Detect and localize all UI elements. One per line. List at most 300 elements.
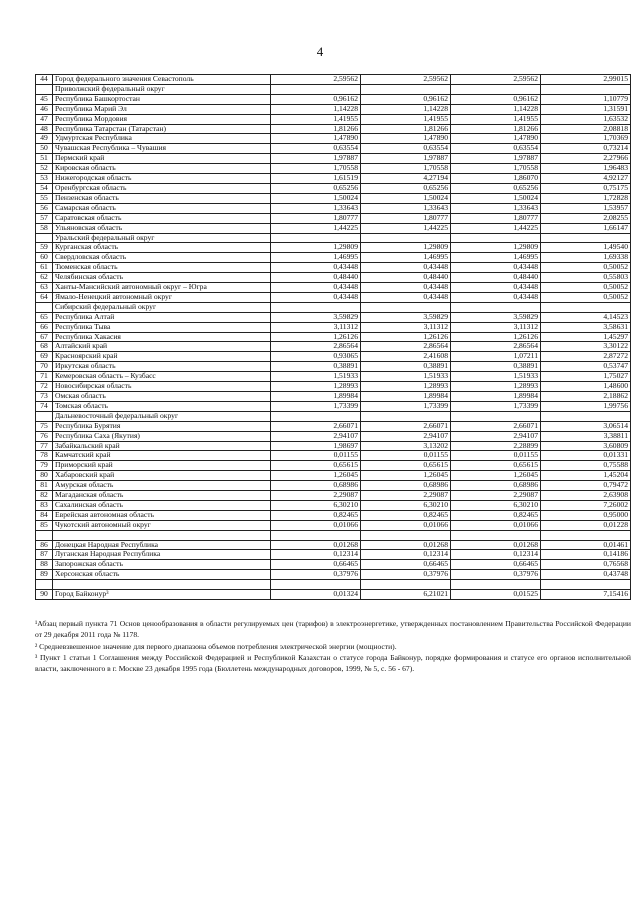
- row-number-cell: 44: [36, 75, 53, 85]
- region-name-cell: Чукотский автономный округ: [53, 520, 271, 530]
- value-cell: [451, 411, 541, 421]
- region-name-cell: Ульяновская область: [53, 223, 271, 233]
- row-number-cell: 71: [36, 372, 53, 382]
- region-name-cell: Республика Тыва: [53, 322, 271, 332]
- value-cell: 2,08255: [541, 213, 631, 223]
- page-number: 4: [316, 44, 324, 59]
- value-cell: [541, 411, 631, 421]
- value-cell: 3,13202: [361, 441, 451, 451]
- value-cell: 2,66071: [361, 421, 451, 431]
- value-cell: 1,44225: [361, 223, 451, 233]
- value-cell: [361, 233, 451, 243]
- region-name-cell: Кемеровская область – Кузбасс: [53, 372, 271, 382]
- value-cell: 1,61519: [271, 174, 361, 184]
- region-name-cell: Сахалинская область: [53, 500, 271, 510]
- value-cell: 1,50024: [361, 193, 451, 203]
- value-cell: 0,66465: [361, 560, 451, 570]
- value-cell: 2,27966: [541, 154, 631, 164]
- value-cell: 0,43448: [271, 263, 361, 273]
- region-name-cell: Республика Саха (Якутия): [53, 431, 271, 441]
- value-cell: 1,48600: [541, 382, 631, 392]
- region-name-cell: Донецкая Народная Республика: [53, 540, 271, 550]
- table-row: [36, 154, 631, 164]
- value-cell: 1,28993: [271, 382, 361, 392]
- region-name-cell: Камчатский край: [53, 451, 271, 461]
- value-cell: 1,07211: [451, 352, 541, 362]
- table-row: [36, 104, 631, 114]
- value-cell: 6,21021: [361, 590, 451, 600]
- row-number-cell: 70: [36, 362, 53, 372]
- value-cell: 0,12314: [361, 550, 451, 560]
- value-cell: 2,08818: [541, 124, 631, 134]
- value-cell: 1,51933: [451, 372, 541, 382]
- row-number-cell: 66: [36, 322, 53, 332]
- value-cell: 0,01155: [271, 451, 361, 461]
- row-number-cell: 88: [36, 560, 53, 570]
- row-number-cell: 60: [36, 253, 53, 263]
- row-number-cell: 45: [36, 94, 53, 104]
- value-cell: 0,01228: [541, 520, 631, 530]
- value-cell: 1,41955: [271, 114, 361, 124]
- value-cell: 1,29809: [361, 243, 451, 253]
- value-cell: 3,60809: [541, 441, 631, 451]
- region-name-cell: Запорожская область: [53, 560, 271, 570]
- value-cell: 1,51933: [361, 372, 451, 382]
- row-number-cell: 86: [36, 540, 53, 550]
- region-name-cell: Город Байконур³: [53, 590, 271, 600]
- value-cell: 1,33643: [451, 203, 541, 213]
- value-cell: 0,01066: [271, 520, 361, 530]
- value-cell: 1,73399: [271, 401, 361, 411]
- value-cell: 2,87272: [541, 352, 631, 362]
- value-cell: [271, 530, 361, 540]
- value-cell: 2,41608: [361, 352, 451, 362]
- section-row: [36, 302, 631, 312]
- value-cell: 0,50052: [541, 292, 631, 302]
- value-cell: 2,29087: [361, 491, 451, 501]
- table-row: [36, 283, 631, 293]
- value-cell: 1,80777: [361, 213, 451, 223]
- value-cell: 6,30210: [271, 500, 361, 510]
- table-row: [36, 273, 631, 283]
- value-cell: 1,69338: [541, 253, 631, 263]
- table-row: [36, 75, 631, 85]
- region-name-cell: Кировская область: [53, 164, 271, 174]
- value-cell: 1,46995: [361, 253, 451, 263]
- district-heading: Дальневосточный федеральный округ: [53, 411, 271, 421]
- row-number-cell: [36, 84, 53, 94]
- value-cell: 1,81266: [361, 124, 451, 134]
- value-cell: 0,43448: [361, 283, 451, 293]
- footnote-3: ³ Пункт 1 статьи 1 Соглашения между Российской Федерацией и Республикой Казахстан о статусе города Байконур, порядке формирования и статусе его органов исполнительной власти, заключенного в г. Москве 23 декабря 1995 года (Бюллетень международных договоров, 1999, № 5, с. 56 - 67).: [35, 653, 631, 673]
- region-name-cell: Забайкальский край: [53, 441, 271, 451]
- value-cell: [451, 233, 541, 243]
- row-number-cell: 76: [36, 431, 53, 441]
- region-name-cell: Хабаровский край: [53, 471, 271, 481]
- row-number-cell: 90: [36, 590, 53, 600]
- region-name-cell: Свердловская область: [53, 253, 271, 263]
- table-row: [36, 491, 631, 501]
- row-number-cell: 52: [36, 164, 53, 174]
- value-cell: 0,63554: [451, 144, 541, 154]
- value-cell: 0,37976: [361, 570, 451, 580]
- value-cell: 0,73214: [541, 144, 631, 154]
- value-cell: 6,30210: [361, 500, 451, 510]
- value-cell: 1,41955: [361, 114, 451, 124]
- value-cell: 3,11312: [271, 322, 361, 332]
- section-row: [36, 411, 631, 421]
- value-cell: 0,93065: [271, 352, 361, 362]
- value-cell: 0,65256: [361, 183, 451, 193]
- row-number-cell: 49: [36, 134, 53, 144]
- table-row: [36, 421, 631, 431]
- value-cell: 1,51933: [271, 372, 361, 382]
- value-cell: 3,30122: [541, 342, 631, 352]
- value-cell: 1,47890: [361, 134, 451, 144]
- district-heading: Уральский федеральный округ: [53, 233, 271, 243]
- region-name-cell: Саратовская область: [53, 213, 271, 223]
- value-cell: [361, 411, 451, 421]
- table-row: [36, 550, 631, 560]
- region-name-cell: Удмуртская Республика: [53, 134, 271, 144]
- table-row: [36, 451, 631, 461]
- value-cell: 1,29809: [451, 243, 541, 253]
- value-cell: 1,73399: [451, 401, 541, 411]
- value-cell: 2,94107: [361, 431, 451, 441]
- value-cell: 1,33643: [271, 203, 361, 213]
- district-heading: Сибирский федеральный округ: [53, 302, 271, 312]
- value-cell: 1,72828: [541, 193, 631, 203]
- region-name-cell: Республика Марий Эл: [53, 104, 271, 114]
- region-name-cell: Город федерального значения Севастополь: [53, 75, 271, 85]
- value-cell: 3,58631: [541, 322, 631, 332]
- value-cell: 3,38811: [541, 431, 631, 441]
- value-cell: 1,26045: [451, 471, 541, 481]
- value-cell: 0,82465: [271, 510, 361, 520]
- value-cell: 0,43448: [361, 292, 451, 302]
- value-cell: 1,14228: [451, 104, 541, 114]
- value-cell: 0,38891: [361, 362, 451, 372]
- table-row: [36, 94, 631, 104]
- row-number-cell: 68: [36, 342, 53, 352]
- value-cell: 1,26126: [271, 332, 361, 342]
- value-cell: 0,48440: [451, 273, 541, 283]
- value-cell: 0,65615: [271, 461, 361, 471]
- region-name-cell: Республика Татарстан (Татарстан): [53, 124, 271, 134]
- blank-row: [36, 580, 631, 590]
- region-name-cell: Алтайский край: [53, 342, 271, 352]
- value-cell: 1,28993: [361, 382, 451, 392]
- region-name-cell: Пензенская область: [53, 193, 271, 203]
- value-cell: 1,10779: [541, 94, 631, 104]
- table-row: [36, 124, 631, 134]
- table-row: [36, 362, 631, 372]
- value-cell: 1,33643: [361, 203, 451, 213]
- region-name-cell: Магаданская область: [53, 491, 271, 501]
- value-cell: 2,94107: [451, 431, 541, 441]
- value-cell: 1,70558: [271, 164, 361, 174]
- table-row: [36, 144, 631, 154]
- value-cell: [541, 580, 631, 590]
- value-cell: 1,26045: [361, 471, 451, 481]
- value-cell: 0,75588: [541, 461, 631, 471]
- value-cell: 0,01324: [271, 590, 361, 600]
- region-name-cell: Иркутская область: [53, 362, 271, 372]
- value-cell: 1,97887: [271, 154, 361, 164]
- value-cell: 0,01155: [361, 451, 451, 461]
- row-number-cell: 48: [36, 124, 53, 134]
- row-number-cell: 55: [36, 193, 53, 203]
- value-cell: 0,48440: [361, 273, 451, 283]
- table-row: [36, 322, 631, 332]
- table-row: [36, 441, 631, 451]
- value-cell: 1,50024: [451, 193, 541, 203]
- value-cell: 1,41955: [451, 114, 541, 124]
- value-cell: 0,14186: [541, 550, 631, 560]
- row-number-cell: [36, 580, 53, 590]
- value-cell: 2,29087: [451, 491, 541, 501]
- value-cell: 3,06514: [541, 421, 631, 431]
- value-cell: [451, 580, 541, 590]
- value-cell: 1,80777: [451, 213, 541, 223]
- value-cell: 0,75175: [541, 183, 631, 193]
- value-cell: 0,01525: [451, 590, 541, 600]
- value-cell: 1,80777: [271, 213, 361, 223]
- table-row: [36, 332, 631, 342]
- row-number-cell: 50: [36, 144, 53, 154]
- table-row: [36, 382, 631, 392]
- table-row: [36, 312, 631, 322]
- value-cell: 1,97887: [361, 154, 451, 164]
- value-cell: [451, 530, 541, 540]
- value-cell: 0,68986: [271, 481, 361, 491]
- value-cell: 1,89984: [271, 392, 361, 402]
- value-cell: 1,46995: [451, 253, 541, 263]
- row-number-cell: 77: [36, 441, 53, 451]
- value-cell: 0,01461: [541, 540, 631, 550]
- row-number-cell: 89: [36, 570, 53, 580]
- value-cell: 1,70558: [451, 164, 541, 174]
- row-number-cell: 62: [36, 273, 53, 283]
- table-row: [36, 392, 631, 402]
- row-number-cell: [36, 302, 53, 312]
- value-cell: [271, 411, 361, 421]
- region-name-cell: Омская область: [53, 392, 271, 402]
- table-row: [36, 471, 631, 481]
- value-cell: 0,01268: [361, 540, 451, 550]
- value-cell: 0,79472: [541, 481, 631, 491]
- value-cell: 1,97887: [451, 154, 541, 164]
- value-cell: 1,81266: [451, 124, 541, 134]
- value-cell: 0,65615: [361, 461, 451, 471]
- value-cell: 1,44225: [451, 223, 541, 233]
- row-number-cell: 46: [36, 104, 53, 114]
- value-cell: 0,82465: [451, 510, 541, 520]
- region-name-cell: Тюменская область: [53, 263, 271, 273]
- region-name-cell: Республика Башкортостан: [53, 94, 271, 104]
- value-cell: 1,66147: [541, 223, 631, 233]
- value-cell: 1,86070: [451, 174, 541, 184]
- table-row: [36, 114, 631, 124]
- value-cell: 1,44225: [271, 223, 361, 233]
- value-cell: 1,70558: [361, 164, 451, 174]
- value-cell: 2,66071: [271, 421, 361, 431]
- value-cell: 0,82465: [361, 510, 451, 520]
- district-heading: Приволжский федеральный округ: [53, 84, 271, 94]
- table-row: [36, 540, 631, 550]
- value-cell: 0,96162: [451, 94, 541, 104]
- table-row: [36, 570, 631, 580]
- value-cell: 2,59562: [271, 75, 361, 85]
- region-name-cell: Оренбургская область: [53, 183, 271, 193]
- table-row: [36, 520, 631, 530]
- footnote-2: ² Средневзвешенное значение для первого диапазона объемов потребления электрической энергии (мощности).: [35, 642, 397, 651]
- row-number-cell: 83: [36, 500, 53, 510]
- table-row: [36, 174, 631, 184]
- region-name-cell: [53, 580, 271, 590]
- value-cell: 1,98697: [271, 441, 361, 451]
- value-cell: 0,01155: [451, 451, 541, 461]
- value-cell: [451, 302, 541, 312]
- row-number-cell: 72: [36, 382, 53, 392]
- value-cell: 3,59829: [451, 312, 541, 322]
- table-row: [36, 213, 631, 223]
- value-cell: 1,45297: [541, 332, 631, 342]
- region-name-cell: Херсонская область: [53, 570, 271, 580]
- value-cell: 1,45204: [541, 471, 631, 481]
- value-cell: 2,63908: [541, 491, 631, 501]
- value-cell: 0,12314: [451, 550, 541, 560]
- value-cell: 2,99015: [541, 75, 631, 85]
- value-cell: 1,46995: [271, 253, 361, 263]
- value-cell: 2,59562: [361, 75, 451, 85]
- row-number-cell: 82: [36, 491, 53, 501]
- row-number-cell: 56: [36, 203, 53, 213]
- table-row: [36, 342, 631, 352]
- value-cell: 0,96162: [271, 94, 361, 104]
- value-cell: 1,49540: [541, 243, 631, 253]
- value-cell: 1,89984: [451, 392, 541, 402]
- value-cell: 3,59829: [361, 312, 451, 322]
- value-cell: 3,11312: [451, 322, 541, 332]
- value-cell: 7,26002: [541, 500, 631, 510]
- value-cell: [541, 302, 631, 312]
- table-row: [36, 372, 631, 382]
- table-row: [36, 292, 631, 302]
- table-row: [36, 461, 631, 471]
- value-cell: 0,38891: [451, 362, 541, 372]
- row-number-cell: 47: [36, 114, 53, 124]
- value-cell: 1,96483: [541, 164, 631, 174]
- table-row: [36, 183, 631, 193]
- value-cell: 4,27194: [361, 174, 451, 184]
- value-cell: 0,38891: [271, 362, 361, 372]
- value-cell: 0,63554: [271, 144, 361, 154]
- value-cell: 1,89984: [361, 392, 451, 402]
- region-name-cell: Луганская Народная Республика: [53, 550, 271, 560]
- value-cell: 0,12314: [271, 550, 361, 560]
- value-cell: 1,99756: [541, 401, 631, 411]
- value-cell: 0,95000: [541, 510, 631, 520]
- value-cell: [361, 302, 451, 312]
- value-cell: [361, 530, 451, 540]
- region-name-cell: Республика Мордовия: [53, 114, 271, 124]
- row-number-cell: 51: [36, 154, 53, 164]
- table-row: [36, 500, 631, 510]
- row-number-cell: 80: [36, 471, 53, 481]
- table-row: [36, 263, 631, 273]
- value-cell: [541, 233, 631, 243]
- table-row: [36, 431, 631, 441]
- value-cell: 0,43448: [451, 263, 541, 273]
- row-number-cell: 54: [36, 183, 53, 193]
- value-cell: 0,43748: [541, 570, 631, 580]
- region-name-cell: Республика Алтай: [53, 312, 271, 322]
- value-cell: 2,86564: [361, 342, 451, 352]
- table-row: [36, 164, 631, 174]
- value-cell: [361, 580, 451, 590]
- value-cell: [271, 233, 361, 243]
- value-cell: 2,94107: [271, 431, 361, 441]
- table-row: [36, 510, 631, 520]
- table-row: [36, 352, 631, 362]
- value-cell: 1,28993: [451, 382, 541, 392]
- region-name-cell: Республика Хакасия: [53, 332, 271, 342]
- value-cell: 1,14228: [271, 104, 361, 114]
- value-cell: 0,65256: [271, 183, 361, 193]
- section-row: [36, 84, 631, 94]
- row-number-cell: 87: [36, 550, 53, 560]
- table-row: [36, 560, 631, 570]
- table-row: [36, 193, 631, 203]
- blank-row: [36, 530, 631, 540]
- region-name-cell: Пермский край: [53, 154, 271, 164]
- region-name-cell: Амурская область: [53, 481, 271, 491]
- value-cell: 4,92127: [541, 174, 631, 184]
- table-row: [36, 203, 631, 213]
- table-row: [36, 223, 631, 233]
- section-row: [36, 233, 631, 243]
- region-name-cell: Челябинская область: [53, 273, 271, 283]
- value-cell: 1,26126: [451, 332, 541, 342]
- value-cell: 1,47890: [271, 134, 361, 144]
- value-cell: 0,66465: [271, 560, 361, 570]
- value-cell: 0,37976: [271, 570, 361, 580]
- region-name-cell: Томская область: [53, 401, 271, 411]
- table-row: [36, 401, 631, 411]
- value-cell: 0,76568: [541, 560, 631, 570]
- region-name-cell: Самарская область: [53, 203, 271, 213]
- value-cell: 2,18862: [541, 392, 631, 402]
- table-row: [36, 481, 631, 491]
- value-cell: 2,86564: [451, 342, 541, 352]
- row-number-cell: [36, 233, 53, 243]
- row-number-cell: 67: [36, 332, 53, 342]
- value-cell: 1,31591: [541, 104, 631, 114]
- value-cell: 0,01268: [271, 540, 361, 550]
- region-name-cell: [53, 530, 271, 540]
- value-cell: 1,75027: [541, 372, 631, 382]
- region-name-cell: Чувашская Республика – Чувашия: [53, 144, 271, 154]
- value-cell: 0,43448: [271, 292, 361, 302]
- region-name-cell: Нижегородская область: [53, 174, 271, 184]
- region-name-cell: Приморский край: [53, 461, 271, 471]
- table-row: [36, 134, 631, 144]
- value-cell: [541, 530, 631, 540]
- value-cell: 0,01268: [451, 540, 541, 550]
- value-cell: [271, 302, 361, 312]
- value-cell: 0,53747: [541, 362, 631, 372]
